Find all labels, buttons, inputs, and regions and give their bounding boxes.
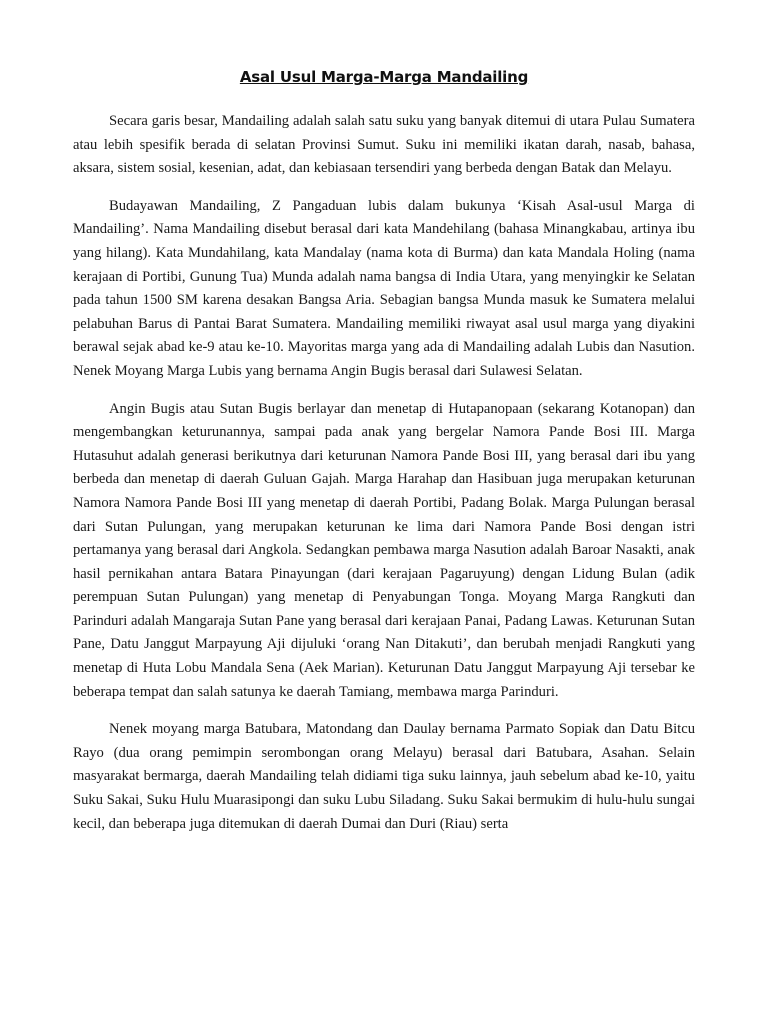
paragraph-4: Nenek moyang marga Batubara, Matondang dan Daulay bernama Parmato Sopiak dan Datu Bitcu Rayo (dua orang pemimpin serombongan orang Melayu) berasal dari Batubara, Asahan. Selain masyarakat bermarga, daerah Mandailing telah didiami tiga suku lainnya, jauh sebelum abad ke-10, yaitu Suku Sakai, Suku Hulu Muarasipongi dan suku Lubu Siladang. Suku Sakai bermukim di hulu-hulu sungai kecil, dan beberapa juga ditemukan di daerah Dumai dan Duri (Riau) serta (73, 721, 695, 832)
document-body (73, 110, 695, 850)
document-title: Asal Usul Marga-Marga Mandailing (239, 68, 529, 86)
paragraph-3: Angin Bugis atau Sutan Bugis berlayar dan menetap di Hutapanopaan (sekarang Kotanopan) dan mengembangkan keturunannya, sampai pada anak yang bergelar Namora Pande Bosi III. Marga Hutasuhut adalah generasi berikutnya dari keturunan Namora Pande Bosi III, yang berasal dari ibu yang berbeda dan menetap di daerah Guluan Gajah. Marga Harahap dan Hasibuan juga merupakan keturunan Namora Namora Pande Bosi III yang menetap di daerah Portibi, Padang Bolak. Marga Pulungan berasal dari Sutan Pulungan, yang merupakan keturunan ke lima dari Namora Pande Bosi dengan istri pertamanya yang berasal dari Angkola. Sedangkan pembawa marga Nasution adalah Baroar Nasakti, anak hasil pernikahan antara Batara Pinayungan (dari kerajaan Pagaruyung) dengan Lidung Bulan (adik perempuan Sutan Pulungan) yang menetap di Penyabungan Tonga. Moyang Marga Rangkuti dan Parinduri adalah Mangaraja Sutan Pane yang berasal dari kerajaan Panai, Padang Lawas. Keturunan Sutan Pane, Datu Janggut Marpayung Aji dijuluki ‘orang Nan Ditakuti’, dan berubah menjadi Rangkuti yang menetap di Huta Lobu Mandala Sena (Aek Marian). Keturunan Datu Janggut Marpayung Aji tersebar ke beberapa tempat dan salah satunya ke daerah Tamiang, membawa marga Parinduri. (73, 400, 695, 700)
paragraph-1: Secara garis besar, Mandailing adalah salah satu suku yang banyak ditemui di utara Pulau Sumatera atau lebih spesifik berada di selatan Provinsi Sumut. Suku ini memiliki ikatan darah, nasab, bahasa, aksara, sistem sosial, kesenian, adat, dan kebiasaan tersendiri yang berbeda dengan Batak dan Melayu. (73, 113, 695, 177)
paragraph-2: Budayawan Mandailing, Z Pangaduan lubis dalam bukunya ‘Kisah Asal-usul Marga di Mandailing’. Nama Mandailing disebut berasal dari kata Mandehilang (bahasa Minangkabau, artinya ibu yang hilang). Kata Mundahilang, kata Mandalay (nama kota di Burma) dan kata Mandala Holing (nama kerajaan di Portibi, Gunung Tua) Munda adalah nama bangsa di India Utara, yang menyingkir ke Selatan pada tahun 1500 SM karena desakan Bangsa Aria. Sebagian bangsa Munda masuk ke Sumatera melalui pelabuhan Barus di Pantai Barat Sumatera. Mandailing memiliki riwayat asal usul marga yang diyakini berawal sejak abad ke-9 atau ke-10. Mayoritas marga yang ada di Mandailing adalah Lubis dan Nasution. Nenek Moyang Marga Lubis yang bernama Angin Bugis berasal dari Sulawesi Selatan. (73, 197, 695, 379)
